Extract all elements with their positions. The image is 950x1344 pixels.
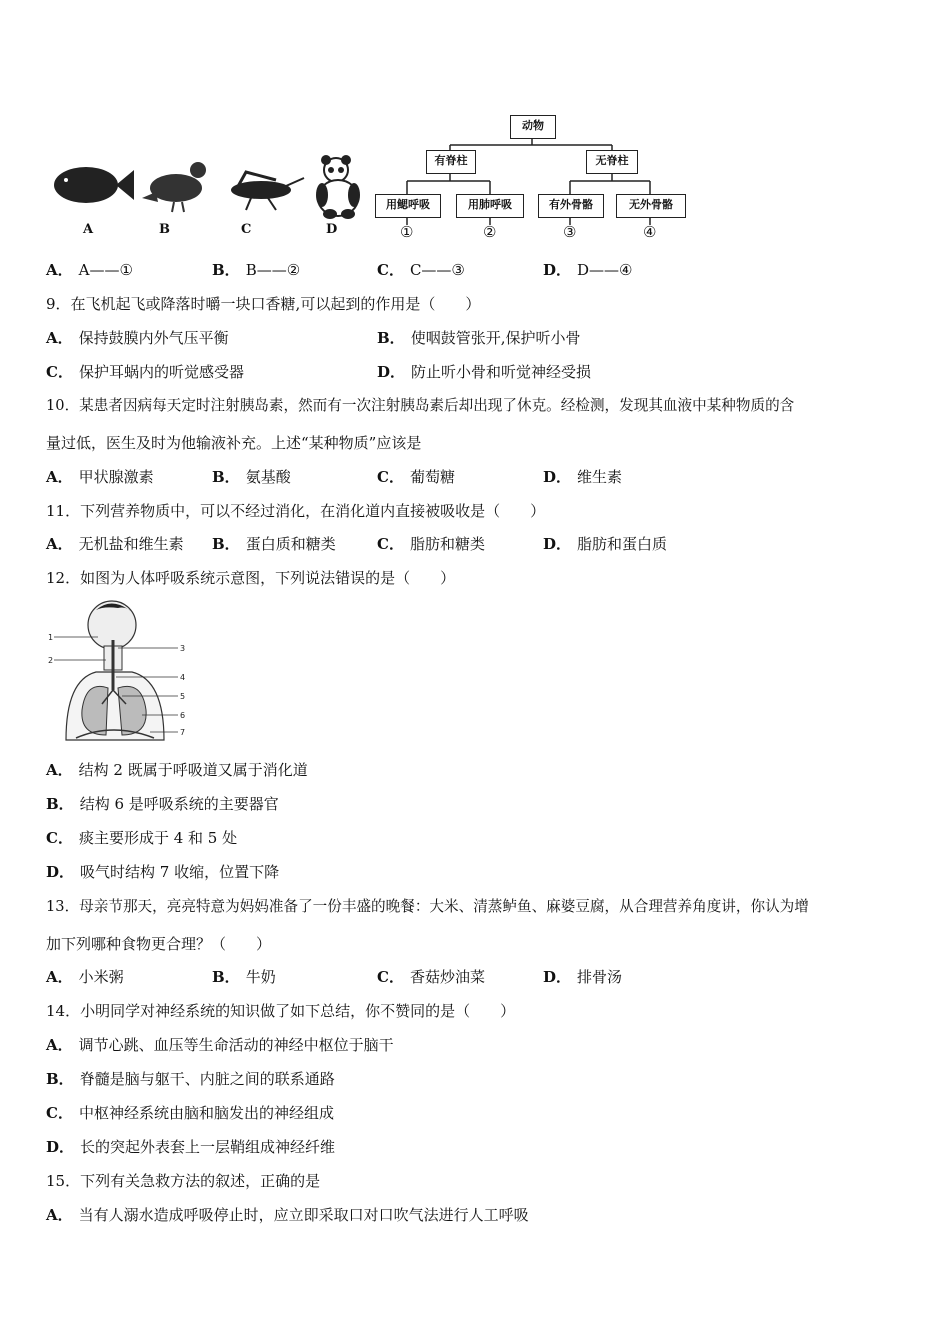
resp-label-7: 7: [180, 728, 186, 737]
q12-option-b[interactable]: B． 结构 6 是呼吸系统的主要器官: [46, 795, 279, 813]
classification-tree: [372, 105, 688, 245]
q10-option-d[interactable]: D． 维生素: [543, 468, 623, 486]
resp-label-3: 3: [180, 644, 186, 653]
q14-stem: 14．小明同学对神经系统的知识做了如下总结，你不赞同的是（ ）: [46, 1002, 516, 1020]
animal-silhouettes: [46, 150, 376, 220]
q9-option-b[interactable]: B． 使咽鼓管张开,保护听小骨: [377, 329, 581, 347]
tree-leaf-lungs: 用肺呼吸: [456, 194, 524, 218]
q11-option-b[interactable]: B． 蛋白质和糖类: [212, 535, 336, 553]
q14-option-d[interactable]: D． 长的突起外表套上一层鞘组成神经纤维: [46, 1138, 336, 1156]
q15-stem: 15．下列有关急救方法的叙述，正确的是: [46, 1172, 321, 1190]
tree-vertebrate: 有脊柱: [426, 150, 476, 174]
tree-number-2: ②: [483, 223, 497, 241]
resp-label-4: 4: [180, 673, 186, 682]
q12-option-a[interactable]: A． 结构 2 既属于呼吸道又属于消化道: [46, 761, 308, 779]
q13-option-c[interactable]: C． 香菇炒油菜: [377, 968, 485, 986]
q8-option-c[interactable]: C． C——③: [377, 261, 465, 279]
q14-option-b[interactable]: B． 脊髓是脑与躯干、内脏之间的联系通路: [46, 1070, 335, 1088]
q12-stem: 12．如图为人体呼吸系统示意图，下列说法错误的是（ ）: [46, 569, 456, 587]
q8-option-b[interactable]: B． B——②: [212, 261, 301, 279]
q13-stem-line2: 加下列哪种食物更合理？（ ）: [46, 935, 272, 953]
animal-label-c: C: [241, 222, 252, 237]
tree-number-1: ①: [400, 223, 414, 241]
animal-label-b: B: [159, 222, 170, 237]
panda-icon: [316, 155, 360, 219]
q11-option-c[interactable]: C． 脂肪和糖类: [377, 535, 485, 553]
tree-invertebrate: 无脊柱: [586, 150, 638, 174]
resp-label-2: 2: [48, 656, 54, 665]
q9-option-c[interactable]: C． 保护耳蜗内的听觉感受器: [46, 363, 244, 381]
tree-root: 动物: [510, 115, 556, 139]
q8-option-a[interactable]: A． A——①: [46, 261, 133, 279]
q9-option-d[interactable]: D． 防止听小骨和听觉神经受损: [377, 363, 592, 381]
resp-label-1: 1: [48, 633, 54, 642]
resp-label-5: 5: [180, 692, 186, 701]
respiratory-figure: [46, 600, 191, 745]
q10-option-c[interactable]: C． 葡萄糖: [377, 468, 455, 486]
tree-leaf-gills: 用鳃呼吸: [375, 194, 441, 218]
tree-leaf-exoskeleton: 有外骨骼: [538, 194, 604, 218]
fish-icon: [54, 167, 134, 203]
q12-option-d[interactable]: D． 吸气时结构 7 收缩，位置下降: [46, 863, 280, 881]
q10-stem-line1: 10．某患者因病每天定时注射胰岛素，然而有一次注射胰岛素后却出现了休克。经检测，发现其血液中某种物质的含: [46, 397, 795, 414]
tree-number-4: ④: [643, 223, 657, 241]
pigeon-icon: [142, 162, 206, 212]
q12-option-c[interactable]: C． 痰主要形成于 4 和 5 处: [46, 829, 238, 847]
q11-option-d[interactable]: D． 脂肪和蛋白质: [543, 535, 668, 553]
q10-option-a[interactable]: A． 甲状腺激素: [46, 468, 154, 486]
animal-label-d: D: [326, 222, 338, 237]
q8-option-d[interactable]: D． D——④: [543, 261, 633, 279]
q9-stem: 9．在飞机起飞或降落时嚼一块口香糖,可以起到的作用是（ ）: [46, 295, 481, 313]
q13-option-d[interactable]: D． 排骨汤: [543, 968, 623, 986]
q9-option-a[interactable]: A． 保持鼓膜内外气压平衡: [46, 329, 229, 347]
animal-label-a: A: [83, 222, 94, 237]
q14-option-c[interactable]: C． 中枢神经系统由脑和脑发出的神经组成: [46, 1104, 334, 1122]
q15-option-a[interactable]: A． 当有人溺水造成呼吸停止时，应立即采取口对口吹气法进行人工呼吸: [46, 1206, 529, 1224]
grasshopper-icon: [231, 172, 304, 210]
tree-leaf-no-exoskeleton: 无外骨骼: [616, 194, 686, 218]
resp-label-6: 6: [180, 711, 186, 720]
q14-option-a[interactable]: A． 调节心跳、血压等生命活动的神经中枢位于脑干: [46, 1036, 394, 1054]
respiratory-system-diagram: [46, 600, 191, 745]
q11-option-a[interactable]: A． 无机盐和维生素: [46, 535, 184, 553]
q11-stem: 11．下列营养物质中，可以不经过消化，在消化道内直接被吸收是（ ）: [46, 502, 546, 520]
tree-number-3: ③: [563, 223, 577, 241]
q13-option-a[interactable]: A． 小米粥: [46, 968, 124, 986]
q10-stem-line2: 量过低，医生及时为他输液补充。上述“某种物质”应该是: [46, 434, 422, 452]
q13-stem-line1: 13．母亲节那天，亮亮特意为妈妈准备了一份丰盛的晚餐：大米、清蒸鲈鱼、麻婆豆腐，从合理营养角度讲，你认为增: [46, 898, 809, 915]
q10-option-b[interactable]: B． 氨基酸: [212, 468, 291, 486]
animals-figure: [46, 150, 376, 245]
q13-option-b[interactable]: B． 牛奶: [212, 968, 276, 986]
